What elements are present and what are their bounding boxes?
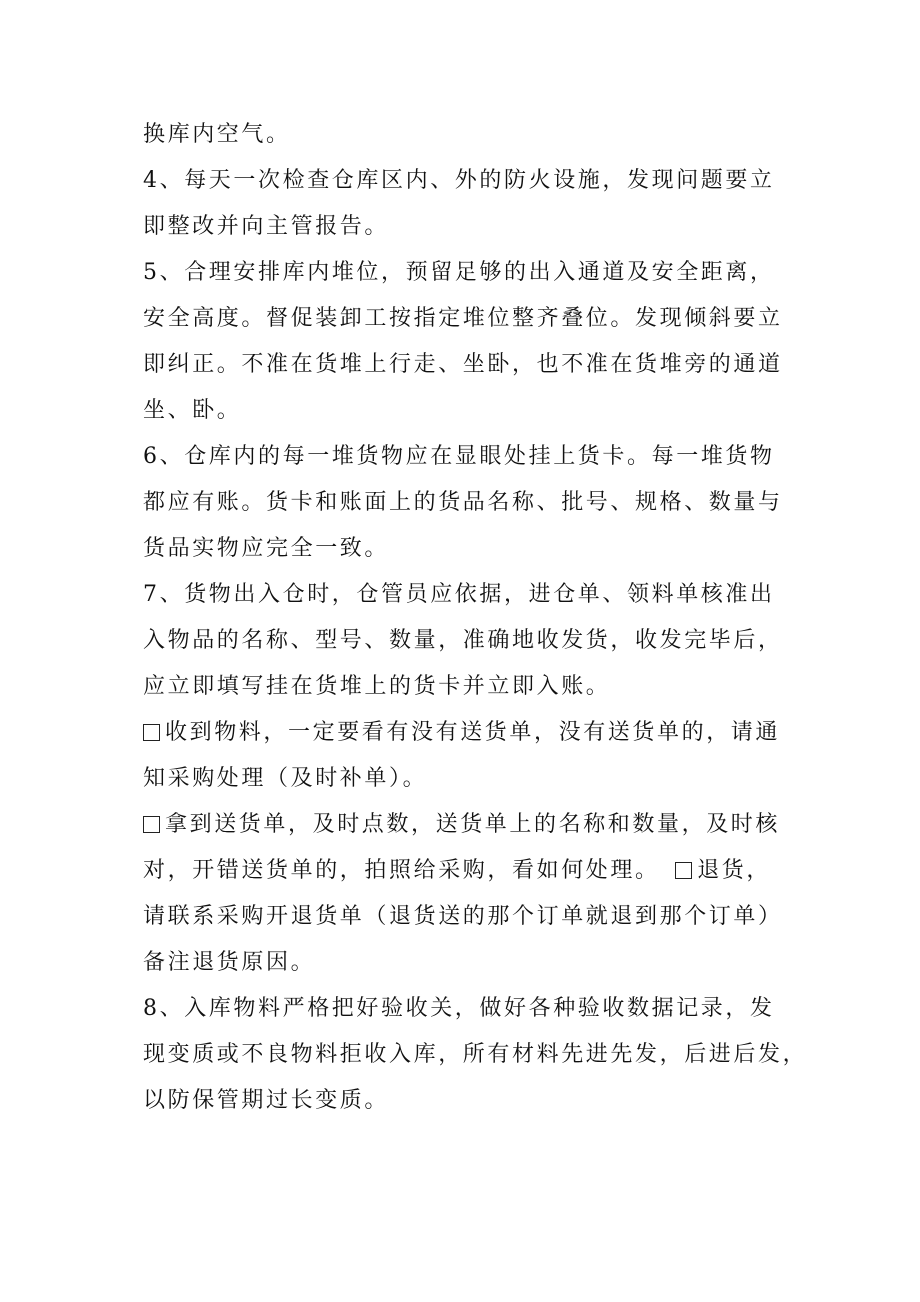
text-line: 知采购处理（及时补单）。 <box>143 766 428 791</box>
bullet-line <box>143 802 788 848</box>
text-line: 都应有账。货卡和账面上的货品名称、批号、规格、数量与 <box>143 490 783 515</box>
document-body <box>143 112 808 1124</box>
text-line: 现变质或不良物料拒收入库，所有材料先进先发，后进后发， <box>143 1042 808 1067</box>
text-line: 4、每天一次检查仓库区内、外的防火设施，发现问题要立 <box>143 168 775 193</box>
text-line: 入物品的名称、型号、数量，准确地收发货，收发完毕后， <box>143 628 783 653</box>
text-line: 应立即填写挂在货堆上的货卡并立即入账。 <box>143 674 611 699</box>
text-line: 安全高度。督促装卸工按指定堆位整齐叠位。发现倾斜要立 <box>143 306 783 331</box>
checkbox-square-icon <box>143 724 160 741</box>
checkbox-square-icon <box>675 862 692 879</box>
text-line: 备注退货原因。 <box>143 950 316 975</box>
text-line: 换库内空气。 <box>143 122 291 147</box>
text-line: 7、货物出入仓时，仓管员应依据，进仓单、领料单核准出 <box>143 582 775 607</box>
bullet-text: 拿到送货单，及时点数，送货单上的名称和数量，及时核 <box>165 812 781 837</box>
text-line: 5、合理安排库内堆位，预留足够的出入通道及安全距离， <box>143 260 775 285</box>
bullet-text: 收到物料，一定要看有没有送货单，没有送货单的，请通 <box>165 720 781 745</box>
text-line: 6、仓库内的每一堆货物应在显眼处挂上货卡。每一堆货物 <box>143 444 775 469</box>
text-line: 即整改并向主管报告。 <box>143 214 390 239</box>
text-line: 请联系采购开退货单（退货送的那个订单就退到那个订单） <box>143 904 783 929</box>
text-line: 货品实物应完全一致。 <box>143 536 390 561</box>
checkbox-square-icon <box>143 816 160 833</box>
text-line: 坐、卧。 <box>143 398 242 423</box>
text-line-with-bullet <box>143 848 788 894</box>
text-line: 即纠正。不准在货堆上行走、坐卧，也不准在货堆旁的通道 <box>143 352 783 377</box>
bullet-line <box>143 710 788 756</box>
text-line: 8、入库物料严格把好验收关，做好各种验收数据记录，发 <box>143 996 775 1021</box>
line-text: 对，开错送货单的，拍照给采购，看如何处理。 <box>143 858 660 883</box>
text-line: 以防保管期过长变质。 <box>143 1088 390 1113</box>
bullet-text: 退货， <box>697 858 772 883</box>
